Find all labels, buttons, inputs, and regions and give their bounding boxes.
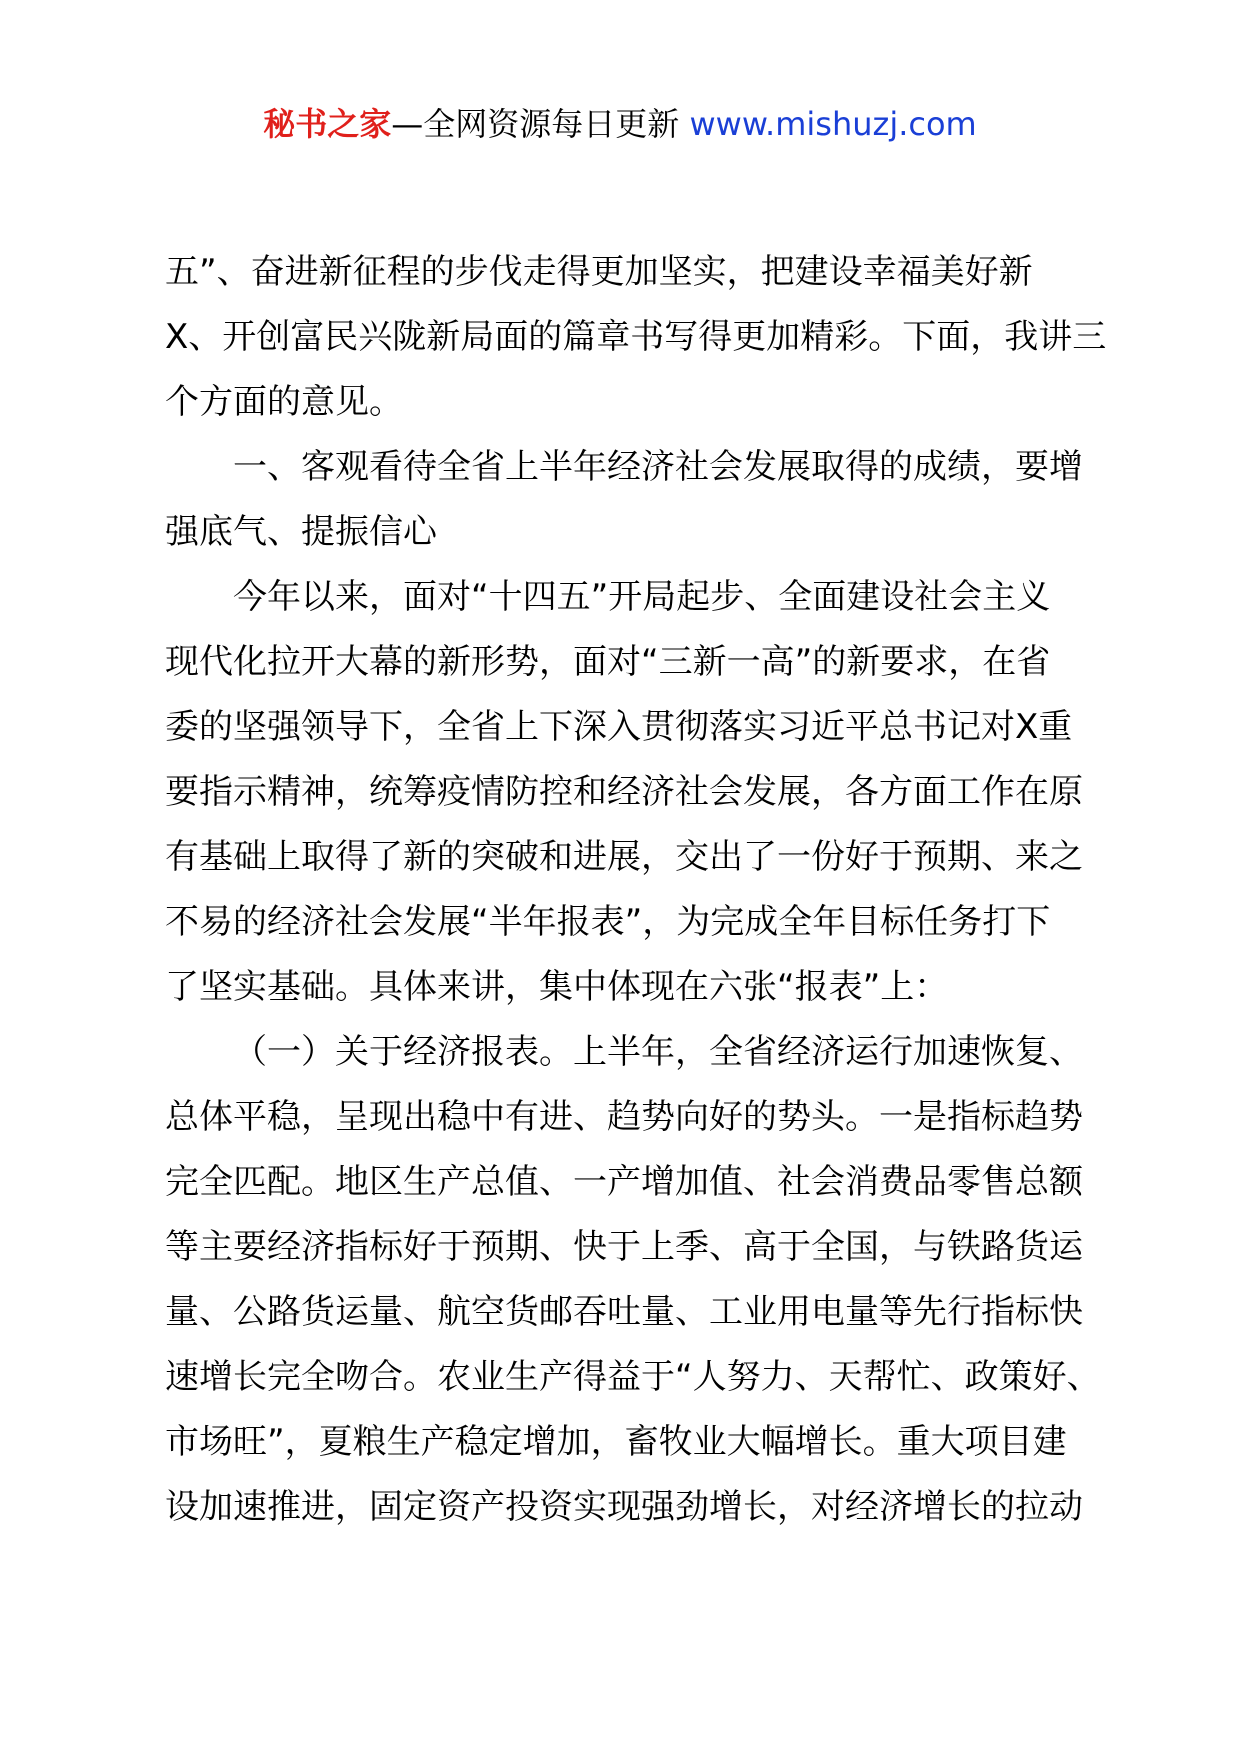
text-line: 个方面的意见。: [165, 382, 403, 422]
text-line: 不易的经济社会发展“半年报表”，为完成全年目标任务打下: [165, 902, 1051, 942]
text-line: 总体平稳，呈现出稳中有进、趋势向好的势头。一是指标趋势: [165, 1097, 1083, 1137]
text-line: 委的坚强领导下，全省上下深入贯彻落实习近平总书记对X重: [165, 707, 1073, 747]
text-line: 今年以来，面对“十四五”开局起步、全面建设社会主义: [233, 577, 1051, 617]
text-line: 速增长完全吻合。农业生产得益于“人努力、天帮忙、政策好、: [165, 1357, 1101, 1397]
text-line: 要指示精神，统筹疫情防控和经济社会发展，各方面工作在原: [165, 772, 1083, 812]
text-line: 量、公路货运量、航空货邮吞吐量、工业用电量等先行指标快: [165, 1292, 1083, 1332]
website-url[interactable]: www.mishuzj.com: [689, 105, 977, 143]
subsection-line: （一）关于经济报表。上半年，全省经济运行加速恢复、: [233, 1032, 1083, 1072]
page-header: [0, 100, 1240, 148]
text-line: 市场旺”，夏粮生产稳定增加，畜牧业大幅增长。重大项目建: [165, 1422, 1067, 1462]
text-line: 完全匹配。地区生产总值、一产增加值、社会消费品零售总额: [165, 1162, 1083, 1202]
section-heading-continued: 强底气、提振信心: [165, 512, 437, 552]
header-tagline: —全网资源每日更新: [391, 105, 680, 143]
text-line: 等主要经济指标好于预期、快于上季、高于全国，与铁路货运: [165, 1227, 1083, 1267]
text-line: 现代化拉开大幕的新形势，面对“三新一高”的新要求，在省: [165, 642, 1051, 682]
brand-name: 秘书之家: [263, 105, 392, 143]
text-line: 有基础上取得了新的突破和进展，交出了一份好于预期、来之: [165, 837, 1083, 877]
text-line: X、开创富民兴陇新局面的篇章书写得更加精彩。下面，我讲三: [165, 317, 1107, 357]
text-line: 了坚实基础。具体来讲，集中体现在六张“报表”上：: [165, 967, 949, 1007]
text-line: 设加速推进，固定资产投资实现强劲增长，对经济增长的拉动: [165, 1487, 1083, 1527]
section-heading: 一、客观看待全省上半年经济社会发展取得的成绩，要增: [233, 447, 1083, 487]
text-line: 五”、奋进新征程的步伐走得更加坚实，把建设幸福美好新: [165, 252, 1033, 292]
document-body: [165, 240, 1110, 1540]
